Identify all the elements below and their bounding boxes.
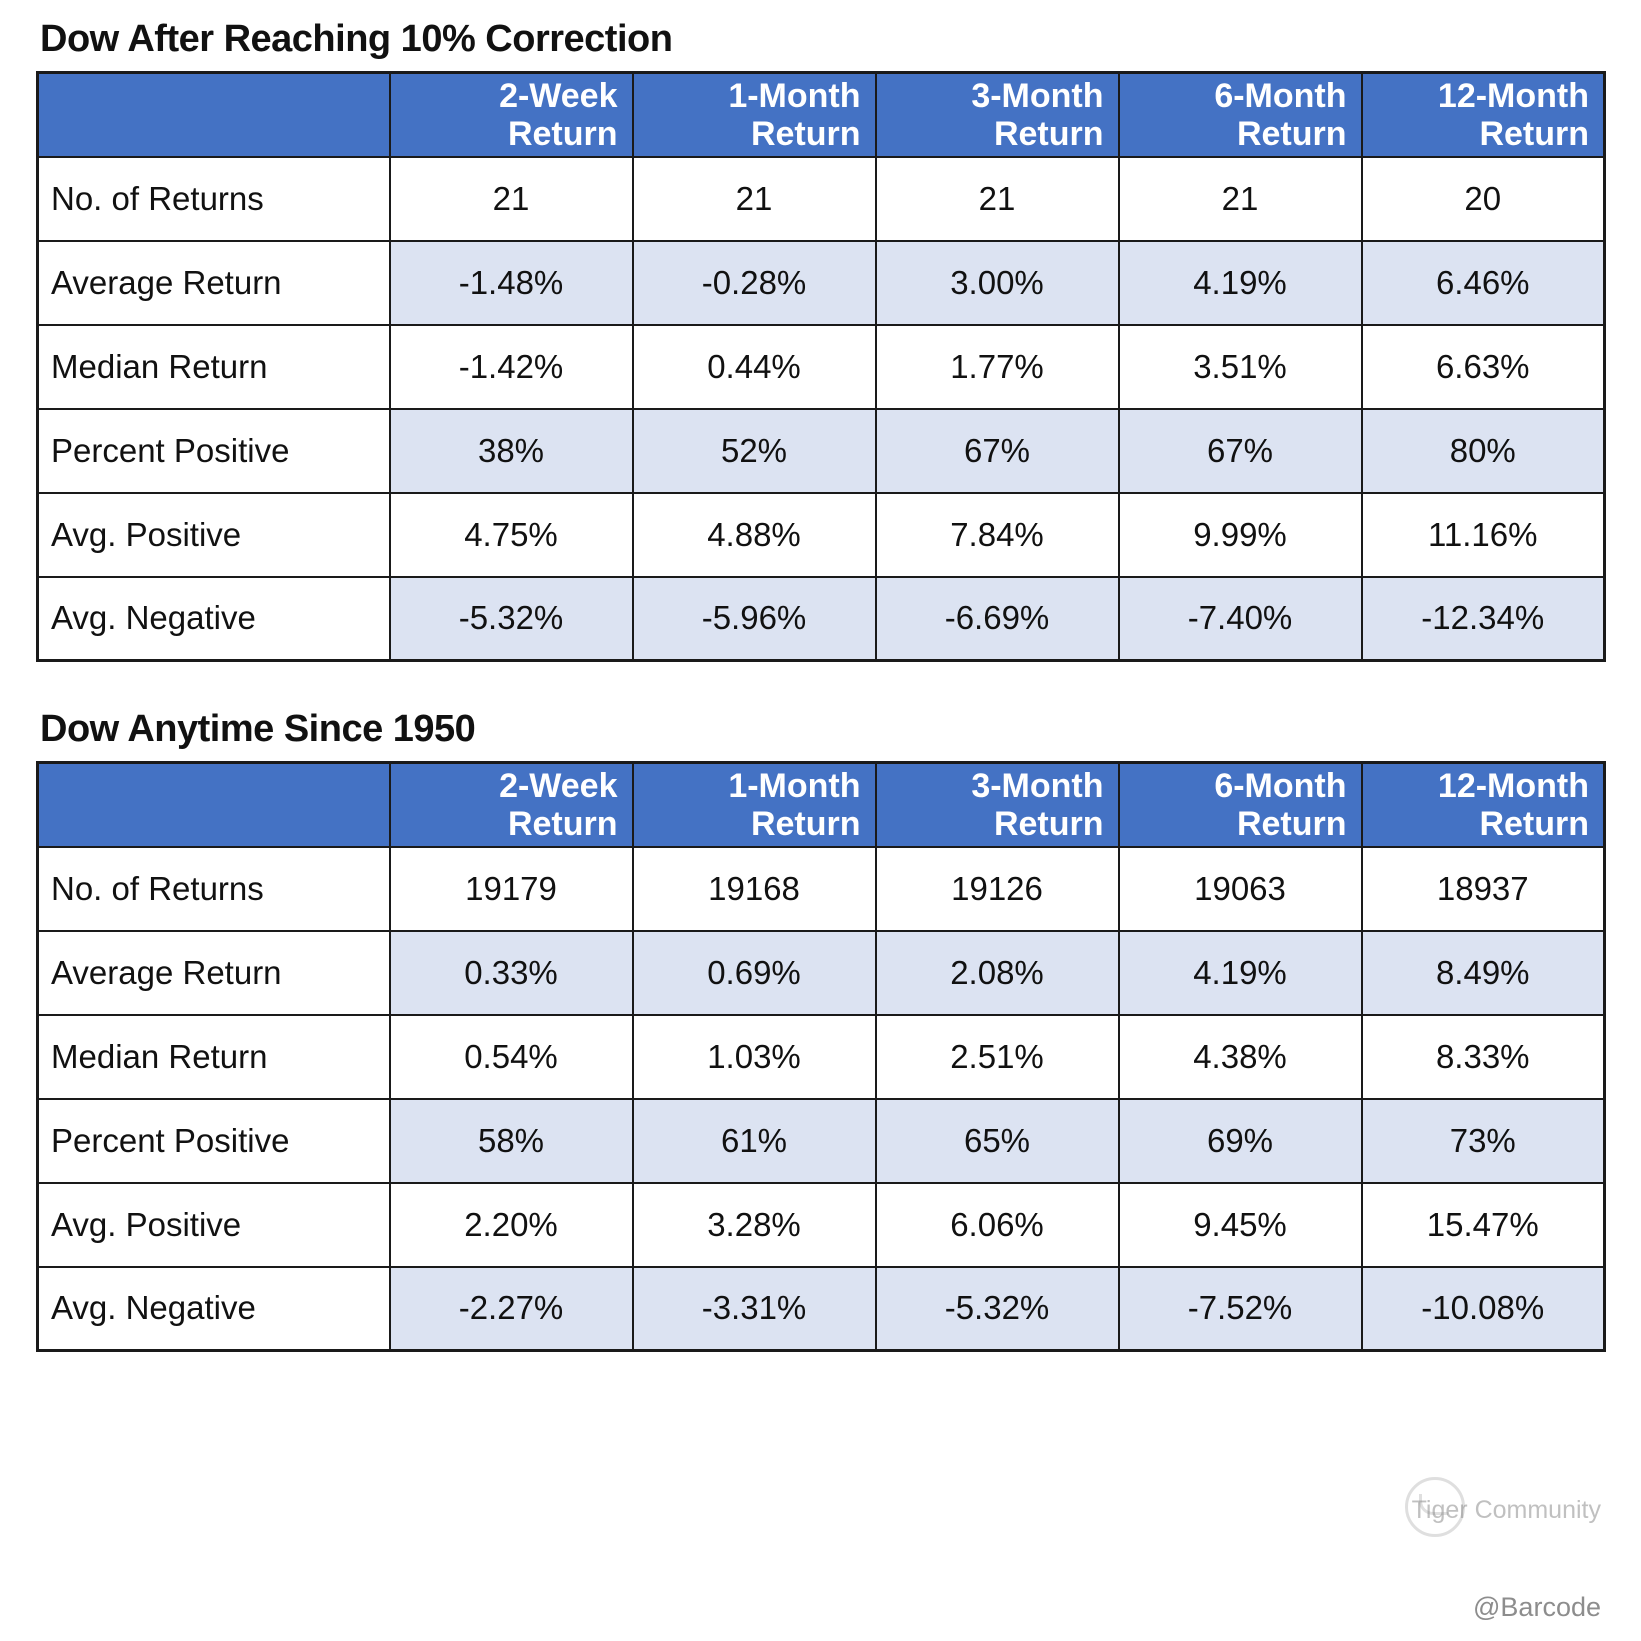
cell-value: -5.32% <box>876 1267 1119 1351</box>
cell-value: -10.08% <box>1362 1267 1605 1351</box>
row-label: No. of Returns <box>38 847 390 931</box>
cell-value: 6.06% <box>876 1183 1119 1267</box>
column-header-line2: Return <box>993 804 1104 843</box>
column-header-2-week <box>390 763 633 847</box>
table-row <box>38 847 1605 931</box>
cell-value: 21 <box>633 157 876 241</box>
row-label: Percent Positive <box>38 1099 390 1183</box>
cell-value: 8.33% <box>1362 1015 1605 1099</box>
column-header-line1: 3-Month <box>971 766 1104 805</box>
cell-value: -2.27% <box>390 1267 633 1351</box>
cell-value: 67% <box>1119 409 1362 493</box>
cell-value: -1.48% <box>390 241 633 325</box>
cell-value: -7.52% <box>1119 1267 1362 1351</box>
cell-value: -5.32% <box>390 577 633 661</box>
row-label: No. of Returns <box>38 157 390 241</box>
column-header-line2: Return <box>1236 804 1347 843</box>
cell-value: 3.28% <box>633 1183 876 1267</box>
table-row <box>38 1183 1605 1267</box>
column-header-line1: 6-Month <box>1214 766 1347 805</box>
cell-value: 2.51% <box>876 1015 1119 1099</box>
column-header-line1: 12-Month <box>1437 76 1589 115</box>
column-header-line2: Return <box>1236 114 1347 153</box>
table-row <box>38 157 1605 241</box>
table-row <box>38 325 1605 409</box>
cell-value: 69% <box>1119 1099 1362 1183</box>
cell-value: 65% <box>876 1099 1119 1183</box>
table-corner-cell <box>38 763 390 847</box>
table-header-row <box>38 73 1605 157</box>
cell-value: 19179 <box>390 847 633 931</box>
cell-value: 4.19% <box>1119 241 1362 325</box>
cell-value: -3.31% <box>633 1267 876 1351</box>
cell-value: -12.34% <box>1362 577 1605 661</box>
cell-value: 19168 <box>633 847 876 931</box>
cell-value: 58% <box>390 1099 633 1183</box>
section-title: Dow Anytime Since 1950 <box>40 708 476 750</box>
column-header-line1: 1-Month <box>728 76 861 115</box>
column-header-3-month <box>876 763 1119 847</box>
cell-value: 67% <box>876 409 1119 493</box>
cell-value: 18937 <box>1362 847 1605 931</box>
column-header-12-month <box>1362 763 1605 847</box>
column-header-line1: 12-Month <box>1437 766 1589 805</box>
cell-value: 21 <box>390 157 633 241</box>
row-label: Percent Positive <box>38 409 390 493</box>
cell-value: 2.20% <box>390 1183 633 1267</box>
stats-table-anytime <box>36 761 1606 1352</box>
table-row <box>38 409 1605 493</box>
cell-value: 4.38% <box>1119 1015 1362 1099</box>
table-row <box>38 493 1605 577</box>
column-header-line1: 3-Month <box>971 76 1104 115</box>
cell-value: 1.77% <box>876 325 1119 409</box>
cell-value: -7.40% <box>1119 577 1362 661</box>
table-row <box>38 1099 1605 1183</box>
table-header <box>38 73 1605 157</box>
cell-value: -1.42% <box>390 325 633 409</box>
column-header-line2: Return <box>507 804 618 843</box>
table-row <box>38 1267 1605 1351</box>
column-header-line2: Return <box>993 114 1104 153</box>
cell-value: 6.63% <box>1362 325 1605 409</box>
cell-value: 2.08% <box>876 931 1119 1015</box>
cell-value: 0.33% <box>390 931 633 1015</box>
cell-value: 8.49% <box>1362 931 1605 1015</box>
table-row <box>38 1015 1605 1099</box>
column-header-line2: Return <box>507 114 618 153</box>
row-label: Median Return <box>38 1015 390 1099</box>
cell-value: 4.75% <box>390 493 633 577</box>
column-header-line1: 1-Month <box>728 766 861 805</box>
cell-value: 21 <box>876 157 1119 241</box>
cell-value: 19126 <box>876 847 1119 931</box>
column-header-6-month <box>1119 763 1362 847</box>
row-label: Avg. Negative <box>38 577 390 661</box>
cell-value: 19063 <box>1119 847 1362 931</box>
column-header-line1: 2-Week <box>499 76 618 115</box>
row-label: Average Return <box>38 931 390 1015</box>
cell-value: 73% <box>1362 1099 1605 1183</box>
column-header-12-month <box>1362 73 1605 157</box>
cell-value: -5.96% <box>633 577 876 661</box>
stats-table-correction <box>36 71 1606 662</box>
row-label: Average Return <box>38 241 390 325</box>
row-label: Median Return <box>38 325 390 409</box>
cell-value: 61% <box>633 1099 876 1183</box>
cell-value: 38% <box>390 409 633 493</box>
cell-value: 0.54% <box>390 1015 633 1099</box>
column-header-6-month <box>1119 73 1362 157</box>
cell-value: 52% <box>633 409 876 493</box>
cell-value: 3.51% <box>1119 325 1362 409</box>
credit-label: @Barcode <box>1473 1592 1601 1622</box>
table-header-row <box>38 763 1605 847</box>
row-label: Avg. Positive <box>38 1183 390 1267</box>
column-header-3-month <box>876 73 1119 157</box>
cell-value: 0.44% <box>633 325 876 409</box>
cell-value: -6.69% <box>876 577 1119 661</box>
column-header-line2: Return <box>1479 114 1589 153</box>
cell-value: 7.84% <box>876 493 1119 577</box>
column-header-2-week <box>390 73 633 157</box>
table-row <box>38 241 1605 325</box>
cell-value: 4.19% <box>1119 931 1362 1015</box>
cell-value: 1.03% <box>633 1015 876 1099</box>
cell-value: -0.28% <box>633 241 876 325</box>
cell-value: 11.16% <box>1362 493 1605 577</box>
table-header <box>38 763 1605 847</box>
column-header-line2: Return <box>1479 804 1589 843</box>
cell-value: 3.00% <box>876 241 1119 325</box>
column-header-line1: 2-Week <box>499 766 618 805</box>
cell-value: 9.99% <box>1119 493 1362 577</box>
cell-value: 4.88% <box>633 493 876 577</box>
table-corner-cell <box>38 73 390 157</box>
page-title: Dow After Reaching 10% Correction <box>40 18 673 60</box>
table-body <box>38 847 1605 1351</box>
table-row <box>38 931 1605 1015</box>
row-label: Avg. Positive <box>38 493 390 577</box>
table-body <box>38 157 1605 661</box>
column-header-line2: Return <box>750 114 861 153</box>
column-header-line1: 6-Month <box>1214 76 1347 115</box>
table-block-correction <box>36 18 1601 662</box>
watermark-label: Tiger Community <box>1411 1496 1601 1524</box>
column-header-1-month <box>633 73 876 157</box>
cell-value: 15.47% <box>1362 1183 1605 1267</box>
table-row <box>38 577 1605 661</box>
cell-value: 6.46% <box>1362 241 1605 325</box>
cell-value: 80% <box>1362 409 1605 493</box>
cell-value: 9.45% <box>1119 1183 1362 1267</box>
column-header-1-month <box>633 763 876 847</box>
cell-value: 20 <box>1362 157 1605 241</box>
row-label: Avg. Negative <box>38 1267 390 1351</box>
column-header-line2: Return <box>750 804 861 843</box>
cell-value: 21 <box>1119 157 1362 241</box>
table-block-anytime <box>36 708 1601 1352</box>
cell-value: 0.69% <box>633 931 876 1015</box>
